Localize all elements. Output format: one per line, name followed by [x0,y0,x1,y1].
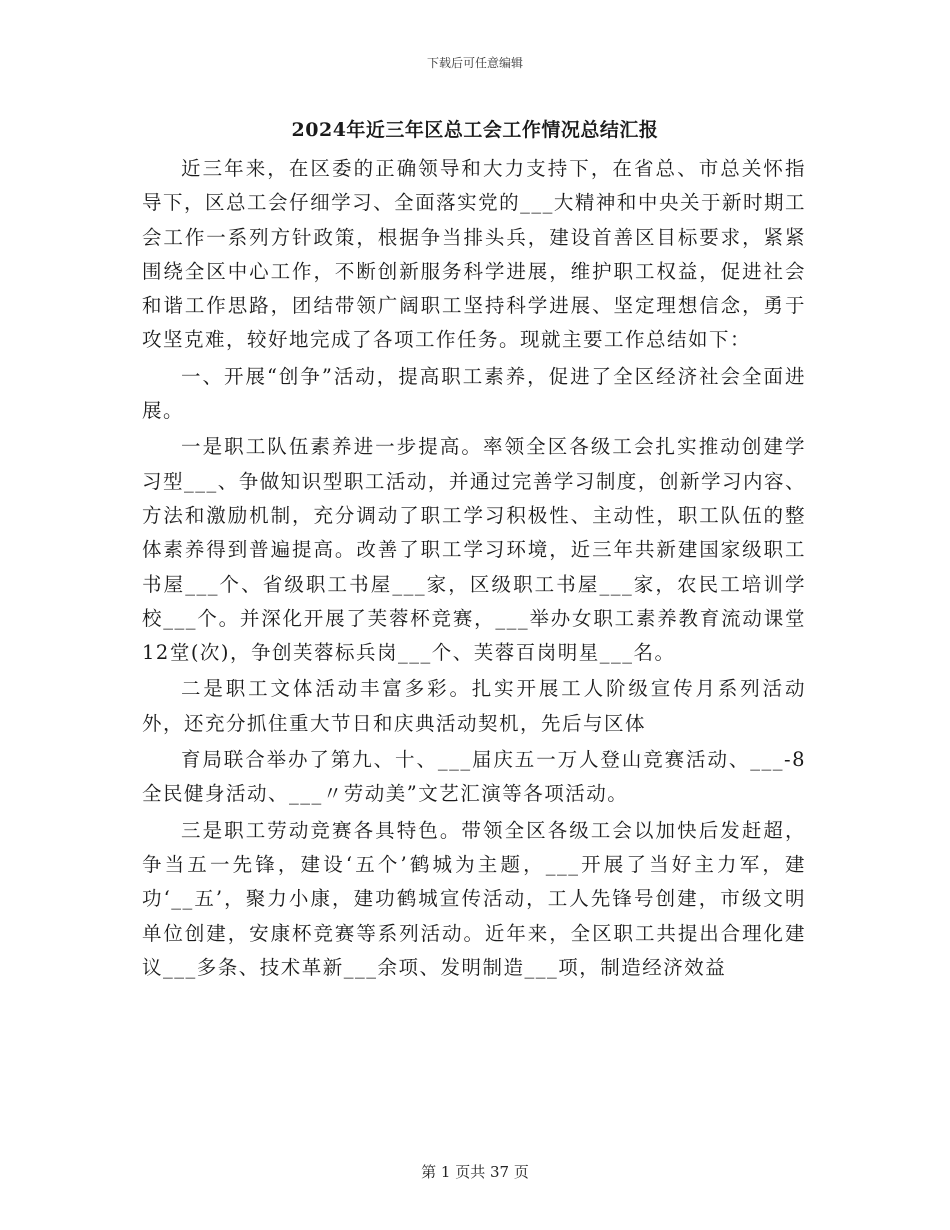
document-body [142,152,806,987]
paragraph-point-one: 一是职工队伍素养进一步提高。率领全区各级工会扎实推动创建学习型___、争做知识型职工活动，并通过完善学习制度，创新学习内容、方法和激励机制，充分调动了职工学习积极性、主动性，职工队伍的整体素养得到普遍提高。改善了职工学习环境，近三年共新建国家级职工书屋___个、省级职工书屋___家，区级职工书屋___家，农民工培训学校___个。并深化开展了芙蓉杯竞赛，___举办女职工素养教育流动课堂12堂(次)，争创芙蓉标兵岗___个、芙蓉百岗明星___名。 [142,435,806,665]
paragraph-point-three: 三是职工劳动竞赛各具特色。带领全区各级工会以加快后发赶超，争当五一先锋，建设‘五个’鹤城为主题，___开展了当好主力军，建功‘__五’，聚力小康，建功鹤城宣传活动，工人先锋号创建，市级文明单位创建，安康杯竞赛等系列活动。近年来，全区职工共提出合理化建议___多条、技术革新___余项、发明制造___项，制造经济效益 [142,818,806,979]
paragraph-point-two-continued: 育局联合举办了第九、十、___届庆五一万人登山竞赛活动、___-8全民健身活动、___〃劳动美”文艺汇演等各项活动。 [142,748,806,806]
header-note: 下载后可任意编辑 [426,56,523,70]
page-number: 第 1 页共 37 页 [421,1163,529,1181]
document-title: 2024年近三年区总工会工作情况总结汇报 [291,119,659,141]
paragraph-intro: 近三年来，在区委的正确领导和大力支持下，在省总、市总关怀指导下，区总工会仔细学习、全面落实党的___大精神和中央关于新时期工会工作一系列方针政策，根据争当排头兵，建设首善区目标要求，紧紧围绕全区中心工作，不断创新服务科学进展，维护职工权益，促进社会和谐工作思路，团结带领广阔职工坚持科学进展、坚定理想信念，勇于攻坚克难，较好地完成了各项工作任务。现就主要工作总结如下： [142,157,806,352]
paragraph-section-heading: 一、开展“创争”活动，提高职工素养，促进了全区经济社会全面进展。 [142,364,806,423]
paragraph-point-two: 二是职工文体活动丰富多彩。扎实开展工人阶级宣传月系列活动外，还充分抓住重大节日和庆典活动契机，先后与区体 [142,677,806,735]
